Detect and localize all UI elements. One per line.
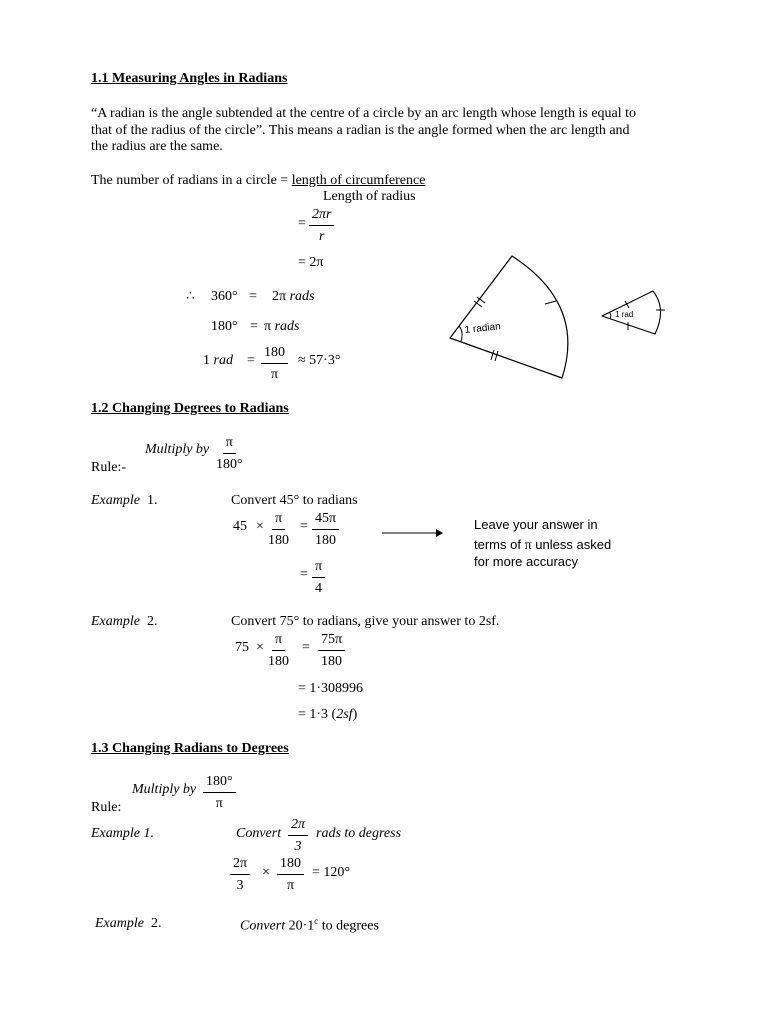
note-line: Leave your answer in [474, 517, 598, 532]
convert-word: Convert [236, 826, 282, 841]
fraction-denominator: 180 [268, 654, 289, 669]
fraction-numerator: π [312, 560, 325, 578]
fraction-denominator: r [319, 229, 325, 244]
approx-value: ≈ 57·3° [298, 353, 341, 368]
equals-sign: = [298, 216, 306, 231]
section-heading-1-2: 1.2 Changing Degrees to Radians [91, 401, 289, 416]
fraction-numerator: 180 [261, 346, 288, 364]
times-sign: × [256, 519, 264, 534]
fraction-denominator: 180 [268, 533, 289, 548]
calc-operand: 45 [233, 519, 247, 534]
degrees-result: = 120° [312, 865, 350, 880]
radian-sector-diagram-small [598, 286, 668, 336]
radius-denominator: Length of radius [323, 189, 416, 204]
times-sign: × [256, 640, 264, 655]
angle-label-small: 1 rad [615, 310, 634, 319]
radian-superscript: c [314, 916, 319, 926]
fraction-numerator: 45π [312, 512, 339, 530]
therefore-symbol: ∴ [186, 289, 195, 304]
arrow-right-icon [382, 527, 444, 539]
times-sign: × [262, 865, 270, 880]
fraction-2pir-over-r [309, 208, 334, 244]
rads-label: rads [274, 319, 300, 334]
definition-line: the radius are the same. [91, 139, 223, 154]
sig-fig-label: 2sf [336, 707, 353, 722]
fraction-denominator: 3 [236, 878, 244, 893]
equals-sign: = [247, 353, 255, 368]
circumference-numerator: length of circumference [291, 173, 426, 188]
radians-in-circle-text [91, 174, 425, 188]
rad-label: rad [213, 353, 233, 368]
fraction-numerator: π [272, 633, 285, 651]
angle-arc [459, 326, 462, 341]
fraction-denominator: 4 [315, 581, 323, 596]
fraction-numerator: 180° [203, 775, 236, 793]
equals-sign: = [249, 289, 257, 304]
example-word: Example [91, 493, 140, 508]
rule-label: Rule: [91, 800, 122, 815]
note-line [474, 538, 611, 553]
note-text: terms of [474, 537, 521, 552]
example-1-prompt: Convert 45° to radians [231, 493, 358, 508]
rule-label: Rule:- [91, 460, 126, 475]
multiply-by-label: Multiply by [145, 442, 210, 457]
equals-sign: = [300, 519, 308, 534]
arc-tick [545, 301, 556, 304]
fraction-pi-over-4 [312, 560, 325, 596]
fraction-denominator: π [215, 796, 223, 811]
fraction-pi-over-180 [268, 633, 289, 669]
two-pi-result: = 2π [298, 255, 324, 270]
equals-sign: = [300, 567, 308, 582]
rounded-result [298, 708, 357, 722]
radian-sector-diagram-large [440, 250, 580, 380]
example-word: Example [91, 614, 140, 629]
example-label: Example 1. [91, 826, 154, 841]
radian-value: 20·1 [288, 918, 315, 934]
fraction-numerator: 75π [318, 633, 345, 651]
radians-in-circle-prefix: The number of radians in a circle = [91, 173, 292, 188]
fraction-numerator: π [272, 512, 285, 530]
fraction-180-over-pi [277, 857, 304, 893]
definition-line: “A radian is the angle subtended at the centre of a circle by an arc length whose length is equal to [91, 106, 637, 121]
fraction-numerator: 180 [277, 857, 304, 875]
equals-sign: = [302, 640, 310, 655]
fraction-2pi-over-3 [230, 857, 250, 893]
example-number: 2. [150, 916, 162, 931]
fraction-180-over-pi [261, 346, 288, 382]
note-text: unless asked [535, 537, 612, 552]
one-rad [203, 354, 233, 368]
example-word: Example [95, 916, 144, 931]
radians-pi [264, 320, 299, 334]
fraction-denominator: π [286, 878, 295, 893]
pi: π [264, 319, 272, 334]
fraction-pi-over-180 [268, 512, 289, 548]
sector-outline [450, 256, 568, 378]
fraction-denominator: 3 [294, 839, 302, 854]
degrees-360: 360° [211, 289, 238, 304]
degrees-180: 180° [211, 319, 238, 334]
two-pi: 2π [272, 289, 287, 304]
calc-operand: 75 [235, 640, 249, 655]
rads-to-degrees-text: rads to degress [316, 826, 402, 841]
fraction-denominator: π [270, 367, 279, 382]
one: 1 [203, 353, 210, 368]
fraction-45pi-over-180 [312, 512, 339, 548]
fraction-180-over-pi [203, 775, 236, 811]
angle-label-large: 1 radian [464, 321, 502, 336]
fraction-2pi-over-3 [288, 818, 308, 854]
fraction-75pi-over-180 [318, 633, 345, 669]
example-label [91, 494, 157, 508]
fraction-denominator: 180° [216, 457, 243, 472]
section-heading-1-3: 1.3 Changing Radians to Degrees [91, 741, 289, 756]
radians-2pi [272, 290, 314, 304]
radius-tick [495, 351, 498, 361]
radius-tick [491, 350, 494, 360]
convert-word: Convert [240, 918, 286, 934]
example-2-prompt: Convert 75° to radians, give your answer to 2sf. [231, 614, 500, 629]
note-line: for more accuracy [474, 554, 579, 569]
decimal-result: = 1·308996 [298, 681, 364, 696]
fraction-numerator: 2π [230, 857, 250, 875]
fraction-denominator: 180 [321, 654, 343, 669]
rads-label: rads [289, 289, 315, 304]
pi: π [524, 538, 532, 553]
multiply-by-label: Multiply by [132, 782, 197, 797]
fraction-numerator: 2πr [309, 208, 334, 226]
definition-line: that of the radius of the circle”. This means a radian is the angle formed when the arc length and [91, 123, 630, 138]
example-2-prompt [240, 917, 379, 934]
fraction-denominator: 180 [315, 533, 337, 548]
example-label [91, 615, 157, 629]
close-paren: ) [352, 707, 358, 722]
fraction-numerator: 2π [288, 818, 308, 836]
example-number: 1. [146, 493, 158, 508]
fraction-pi-over-180 [216, 436, 243, 472]
fraction-numerator: π [223, 436, 236, 454]
result-value: = 1·3 ( [298, 707, 337, 722]
example-number: 2. [146, 614, 158, 629]
section-heading-1-1: 1.1 Measuring Angles in Radians [91, 71, 288, 86]
to-degrees-text: to degrees [321, 918, 379, 934]
equals-sign: = [250, 319, 258, 334]
example-label [95, 917, 161, 931]
